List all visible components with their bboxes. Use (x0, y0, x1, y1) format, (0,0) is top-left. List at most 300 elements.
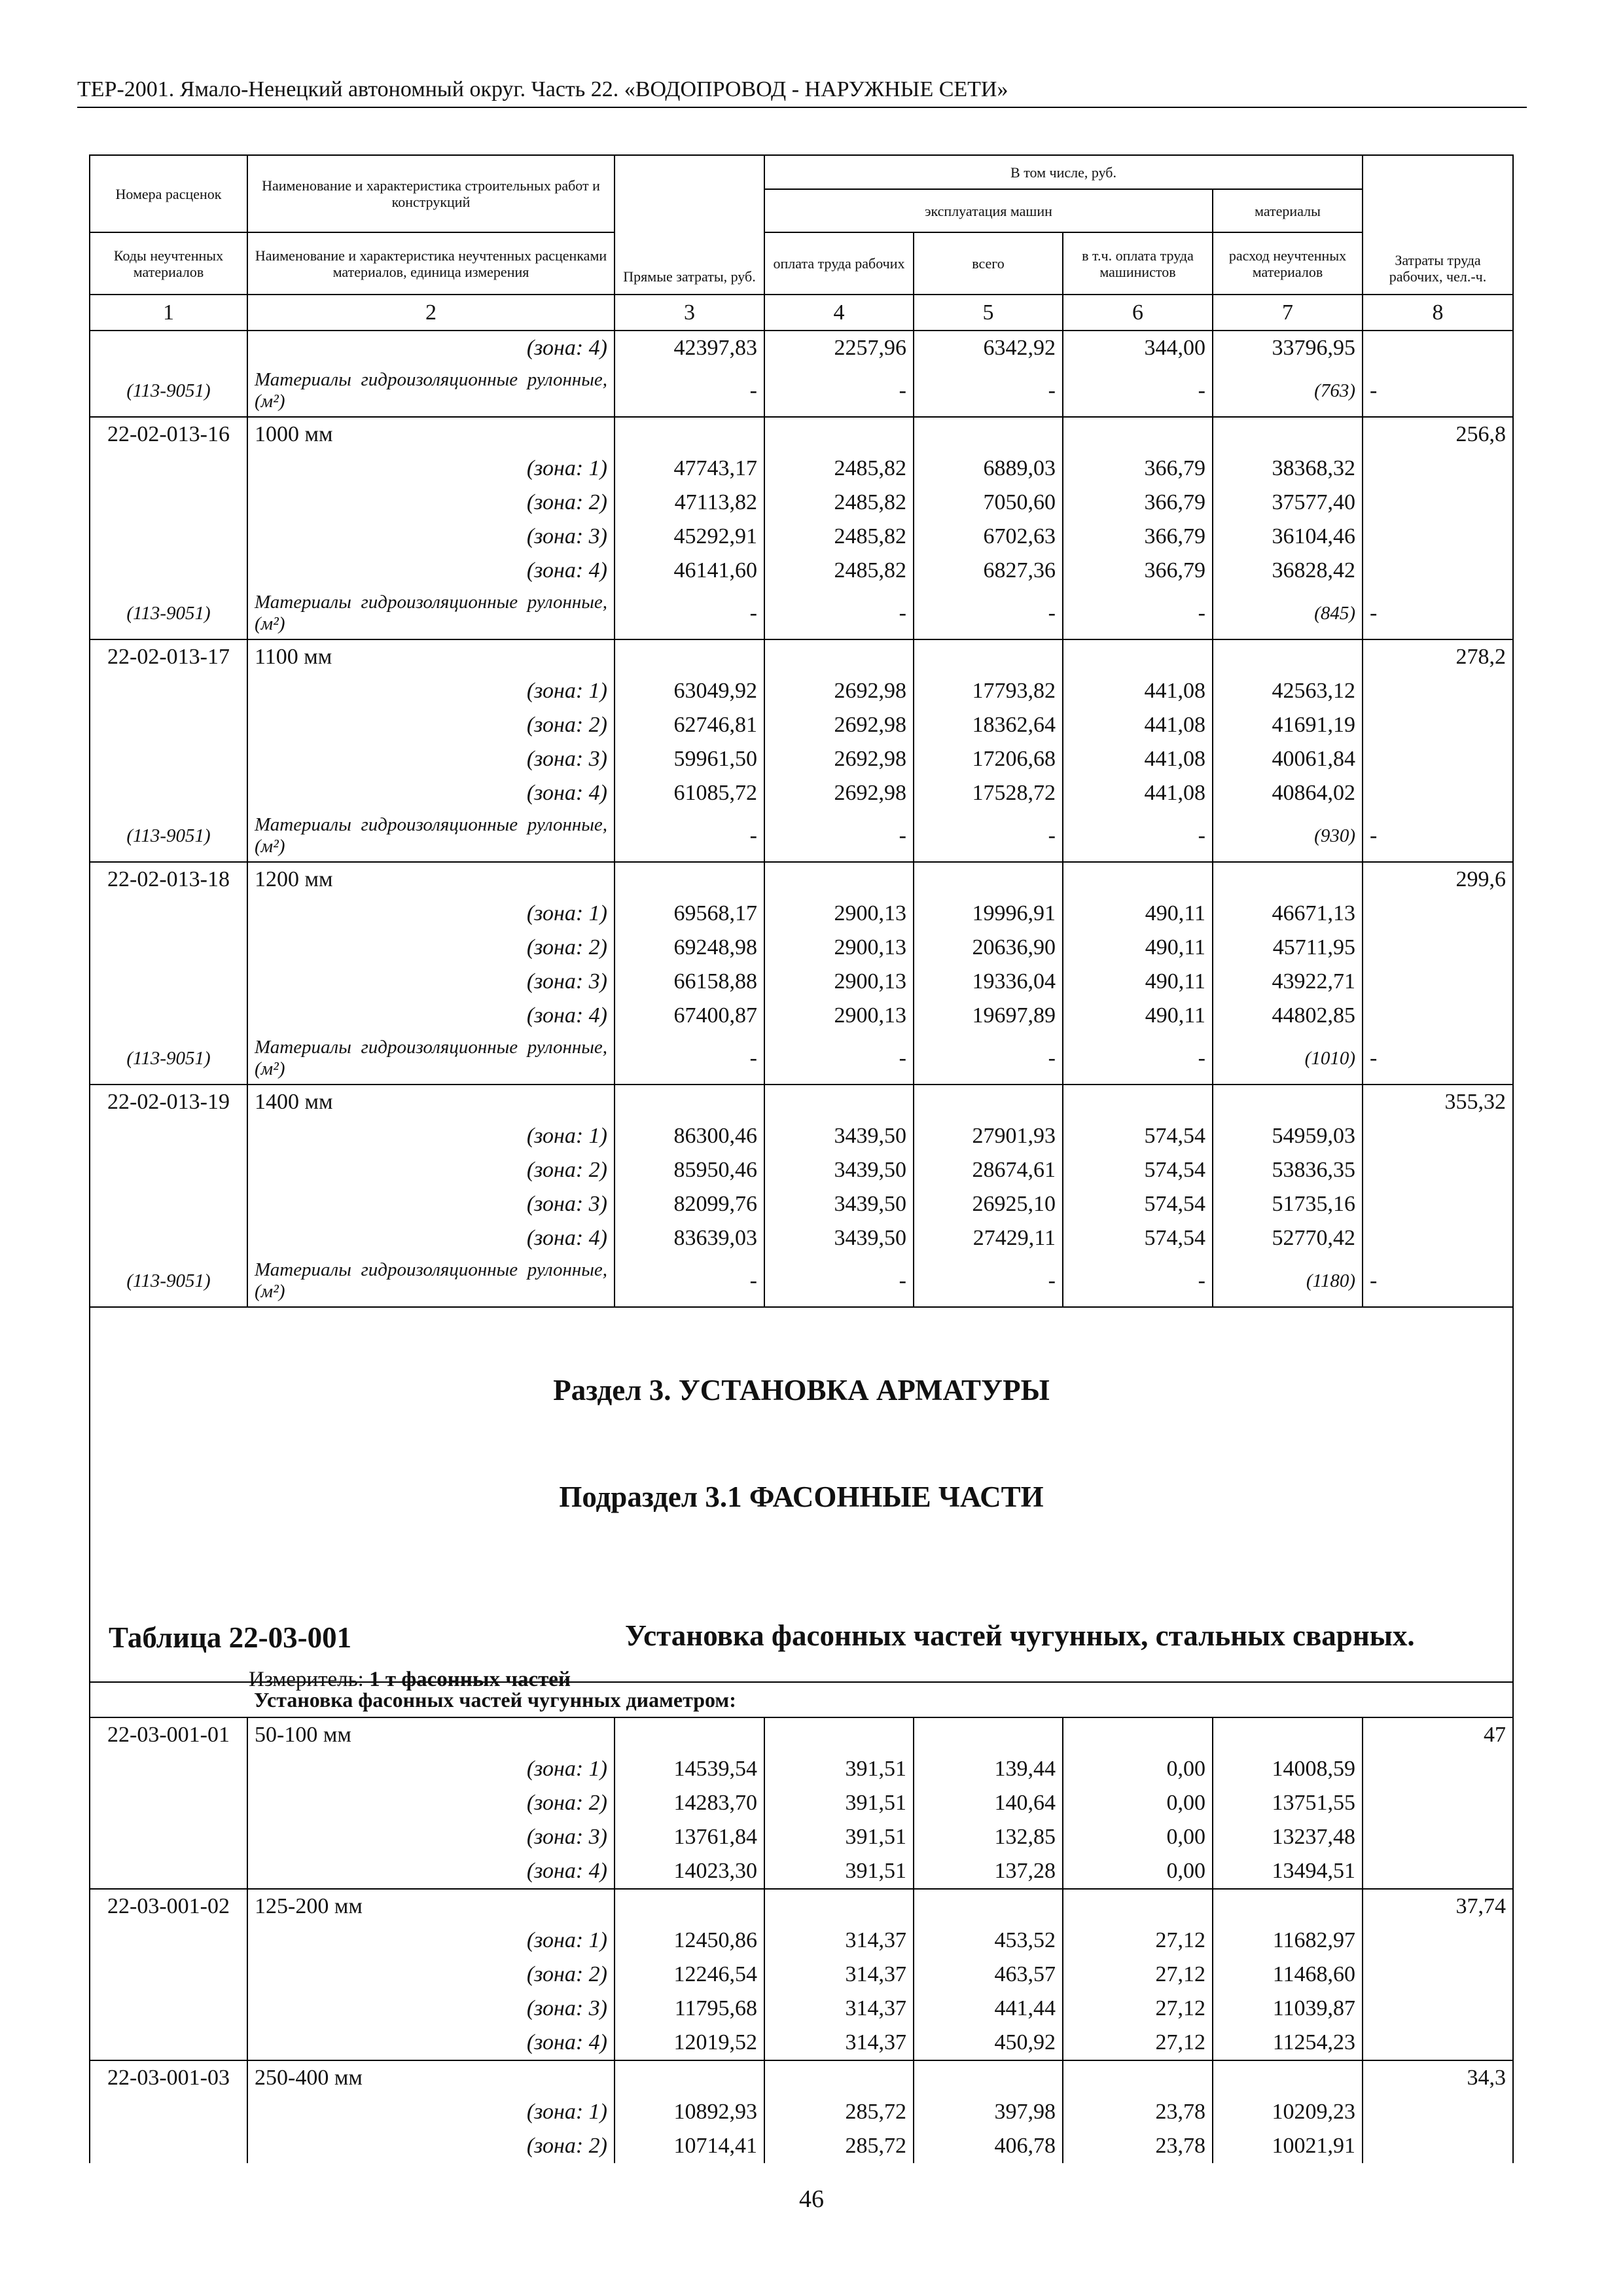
zone-row (90, 554, 1513, 588)
section-block (90, 1307, 1513, 1682)
dash-cell: - (914, 588, 1063, 639)
labor-cell-empty (1363, 1119, 1513, 1153)
material-code: (113-9051) (90, 1255, 247, 1307)
zone-label: (зона: 1) (247, 1752, 615, 1786)
code-cell-empty (90, 1924, 247, 1958)
cost-cell: 391,51 (764, 1752, 914, 1786)
cost-cell: 36828,42 (1213, 554, 1363, 588)
zone-label: (зона: 4) (247, 776, 615, 810)
cost-cell: 2485,82 (764, 554, 914, 588)
dash-cell: - (914, 1033, 1063, 1085)
dash-cell: - (764, 1033, 914, 1085)
cost-cell: 0,00 (1063, 1820, 1213, 1854)
cost-cell: 83639,03 (615, 1221, 764, 1255)
code-cell-empty (90, 1820, 247, 1854)
material-name: Материалы гидроизоляционные рулонные, (м²) (247, 588, 615, 639)
cost-cell: 42563,12 (1213, 674, 1363, 708)
cost-cell-empty (1063, 862, 1213, 897)
cost-cell-empty (764, 862, 914, 897)
cost-cell: 17793,82 (914, 674, 1063, 708)
cost-cell-empty (914, 1889, 1063, 1924)
cost-cell: 490,11 (1063, 965, 1213, 999)
dash-cell: - (1363, 1033, 1513, 1085)
zone-label: (зона: 3) (247, 965, 615, 999)
header-col3: Прямые затраты, руб. (615, 155, 764, 295)
code-cell-empty (90, 708, 247, 742)
column-number: 3 (615, 295, 764, 331)
dash-cell: - (1363, 810, 1513, 862)
cost-cell: 3439,50 (764, 1221, 914, 1255)
column-number: 5 (914, 295, 1063, 331)
dash-cell: - (615, 810, 764, 862)
cost-cell: 2692,98 (764, 742, 914, 776)
cost-cell-empty (1063, 2060, 1213, 2095)
cost-cell: 51735,16 (1213, 1187, 1363, 1221)
rate-code: 22-02-013-19 (90, 1085, 247, 1119)
cost-cell: 0,00 (1063, 1752, 1213, 1786)
zone-row (90, 1992, 1513, 2026)
labor-cell-empty (1363, 1992, 1513, 2026)
cost-cell: 2485,82 (764, 520, 914, 554)
zone-row (90, 1820, 1513, 1854)
column-number: 2 (247, 295, 615, 331)
meter-value: 1 т фасонных частей (369, 1668, 571, 1691)
cost-cell-empty (914, 1717, 1063, 1752)
dash-cell: - (764, 810, 914, 862)
cost-cell: 63049,92 (615, 674, 764, 708)
cost-cell: 47743,17 (615, 452, 764, 486)
material-row (90, 1255, 1513, 1307)
zone-row (90, 965, 1513, 999)
zone-row (90, 674, 1513, 708)
cost-cell: 574,54 (1063, 1153, 1213, 1187)
cost-cell: 27,12 (1063, 1924, 1213, 1958)
zone-label: (зона: 4) (247, 1221, 615, 1255)
dash-cell: - (615, 1255, 764, 1307)
labor-cell-empty (1363, 1820, 1513, 1854)
rate-row (90, 1085, 1513, 1119)
labor-cost: 37,74 (1363, 1889, 1513, 1924)
cost-cell: 14023,30 (615, 1854, 764, 1889)
labor-cell-empty (1363, 674, 1513, 708)
labor-cell-empty (1363, 1187, 1513, 1221)
cost-cell-empty (615, 1085, 764, 1119)
labor-cell-empty (1363, 1752, 1513, 1786)
cost-cell: 13751,55 (1213, 1786, 1363, 1820)
code-cell-empty (90, 897, 247, 931)
material-row (90, 365, 1513, 417)
cost-cell: 11468,60 (1213, 1958, 1363, 1992)
cost-cell: 2900,13 (764, 931, 914, 965)
labor-cell-empty (1363, 931, 1513, 965)
cost-cell: 6342,92 (914, 331, 1063, 365)
cost-cell: 66158,88 (615, 965, 764, 999)
code-cell-empty (90, 1221, 247, 1255)
cost-cell: 6702,63 (914, 520, 1063, 554)
cost-cell: 3439,50 (764, 1153, 914, 1187)
cost-cell: 27901,93 (914, 1119, 1063, 1153)
meter-line (249, 1668, 571, 1692)
dash-cell: - (914, 1255, 1063, 1307)
cost-cell: 7050,60 (914, 486, 1063, 520)
cost-cell: 12019,52 (615, 2026, 764, 2060)
cost-cell: 46671,13 (1213, 897, 1363, 931)
cost-cell: 397,98 (914, 2095, 1063, 2129)
cost-cell: 13494,51 (1213, 1854, 1363, 1889)
zone-row (90, 486, 1513, 520)
dash-cell: - (1063, 810, 1213, 862)
cost-cell: 344,00 (1063, 331, 1213, 365)
cost-cell-empty (1213, 2060, 1363, 2095)
labor-cell-empty (1363, 520, 1513, 554)
cost-cell: 2485,82 (764, 486, 914, 520)
header-col5: всего (914, 232, 1063, 295)
column-number: 1 (90, 295, 247, 331)
rate-code: 22-02-013-18 (90, 862, 247, 897)
zone-row (90, 776, 1513, 810)
cost-cell: 27,12 (1063, 2026, 1213, 2060)
cost-cell: 27,12 (1063, 1958, 1213, 1992)
cost-cell: 69568,17 (615, 897, 764, 931)
rate-title: 1100 мм (247, 639, 615, 674)
cost-cell: 490,11 (1063, 897, 1213, 931)
material-name: Материалы гидроизоляционные рулонные, (м²) (247, 1255, 615, 1307)
labor-cell-empty (1363, 742, 1513, 776)
material-name: Материалы гидроизоляционные рулонные, (м²) (247, 810, 615, 862)
cost-cell: 18362,64 (914, 708, 1063, 742)
cost-cell: 23,78 (1063, 2129, 1213, 2163)
cost-cell: 17206,68 (914, 742, 1063, 776)
cost-cell-empty (1063, 639, 1213, 674)
cost-cell: 14283,70 (615, 1786, 764, 1820)
zone-row (90, 931, 1513, 965)
cost-cell: 285,72 (764, 2095, 914, 2129)
cost-cell: 441,08 (1063, 742, 1213, 776)
header-col1-bottom: Коды неучтенных материалов (90, 232, 247, 295)
zone-row (90, 1854, 1513, 1889)
cost-cell: 19336,04 (914, 965, 1063, 999)
header-col7: расход неучтенных материалов (1213, 232, 1363, 295)
dash-cell: - (1063, 365, 1213, 417)
material-code: (113-9051) (90, 1033, 247, 1085)
cost-cell-empty (914, 417, 1063, 452)
zone-label: (зона: 2) (247, 931, 615, 965)
cost-cell: 82099,76 (615, 1187, 764, 1221)
material-code: (113-9051) (90, 588, 247, 639)
rate-title: 250-400 мм (247, 2060, 615, 2095)
cost-cell-empty (1213, 639, 1363, 674)
cost-cell: 17528,72 (914, 776, 1063, 810)
dash-cell: - (1363, 1255, 1513, 1307)
cost-cell: 42397,83 (615, 331, 764, 365)
cost-cell: 2485,82 (764, 452, 914, 486)
cost-cell: 14008,59 (1213, 1752, 1363, 1786)
dash-cell: - (615, 588, 764, 639)
zone-row (90, 897, 1513, 931)
labor-cell-empty (1363, 708, 1513, 742)
labor-cost: 47 (1363, 1717, 1513, 1752)
cost-cell: 2900,13 (764, 897, 914, 931)
code-cell-empty (90, 1958, 247, 1992)
cost-cell-empty (1213, 1085, 1363, 1119)
cost-cell: 574,54 (1063, 1187, 1213, 1221)
rate-code: 22-02-013-16 (90, 417, 247, 452)
cost-cell: 11682,97 (1213, 1924, 1363, 1958)
cost-cell: 46141,60 (615, 554, 764, 588)
material-code: (113-9051) (90, 810, 247, 862)
cost-cell: 44802,85 (1213, 999, 1363, 1033)
labor-cell-empty (1363, 331, 1513, 365)
cost-cell: 574,54 (1063, 1221, 1213, 1255)
code-cell-empty (90, 486, 247, 520)
cost-cell: 366,79 (1063, 520, 1213, 554)
cost-cell: 10892,93 (615, 2095, 764, 2129)
labor-cell-empty (1363, 554, 1513, 588)
cost-cell-empty (1063, 1889, 1213, 1924)
code-cell-empty (90, 674, 247, 708)
cost-cell: 19697,89 (914, 999, 1063, 1033)
material-qty: (930) (1213, 810, 1363, 862)
zone-label: (зона: 2) (247, 486, 615, 520)
zone-row (90, 1752, 1513, 1786)
zone-label: (зона: 1) (247, 452, 615, 486)
dash-cell: - (615, 1033, 764, 1085)
material-qty: (1180) (1213, 1255, 1363, 1307)
zone-row (90, 1221, 1513, 1255)
cost-cell: 441,44 (914, 1992, 1063, 2026)
labor-cost: 34,3 (1363, 2060, 1513, 2095)
cost-cell-empty (615, 417, 764, 452)
code-cell-empty (90, 520, 247, 554)
rate-code: 22-03-001-03 (90, 2060, 247, 2095)
labor-cell-empty (1363, 999, 1513, 1033)
code-cell-empty (90, 331, 247, 365)
header-col8: Затраты труда рабочих, чел.-ч. (1363, 155, 1513, 295)
cost-cell: 314,37 (764, 2026, 914, 2060)
cost-cell-empty (1063, 417, 1213, 452)
material-row (90, 588, 1513, 639)
zone-label: (зона: 4) (247, 331, 615, 365)
cost-cell: 441,08 (1063, 776, 1213, 810)
material-qty: (1010) (1213, 1033, 1363, 1085)
zone-label: (зона: 2) (247, 1786, 615, 1820)
cost-cell: 85950,46 (615, 1153, 764, 1187)
cost-cell: 12450,86 (615, 1924, 764, 1958)
cost-cell: 0,00 (1063, 1854, 1213, 1889)
page-number: 46 (799, 2185, 824, 2213)
header-incl: В том числе, руб. (764, 155, 1363, 189)
cost-cell: 2900,13 (764, 999, 914, 1033)
cost-cell: 45711,95 (1213, 931, 1363, 965)
cost-cell: 140,64 (914, 1786, 1063, 1820)
cost-cell-empty (1063, 1717, 1213, 1752)
cost-cell-empty (764, 639, 914, 674)
zone-row (90, 2026, 1513, 2060)
cost-cell: 53836,35 (1213, 1153, 1363, 1187)
zone-row (90, 742, 1513, 776)
labor-cell-empty (1363, 897, 1513, 931)
cost-cell: 40061,84 (1213, 742, 1363, 776)
cost-cell-empty (1213, 862, 1363, 897)
cost-cell-empty (615, 862, 764, 897)
cost-cell: 67400,87 (615, 999, 764, 1033)
zone-row (90, 1924, 1513, 1958)
cost-cell: 366,79 (1063, 486, 1213, 520)
code-cell-empty (90, 1119, 247, 1153)
cost-cell: 62746,81 (615, 708, 764, 742)
labor-cell-empty (1363, 2026, 1513, 2060)
section-heading-area (90, 1308, 1512, 1691)
cost-cell: 0,00 (1063, 1786, 1213, 1820)
column-number: 4 (764, 295, 914, 331)
header-col2-bottom: Наименование и характеристика неучтенных расценками материалов, единица измерения (247, 232, 615, 295)
header-machines: эксплуатация машин (764, 189, 1213, 232)
labor-cell-empty (1363, 1786, 1513, 1820)
labor-cell-empty (1363, 452, 1513, 486)
cost-cell-empty (615, 1717, 764, 1752)
cost-cell: 441,08 (1063, 708, 1213, 742)
cost-cell: 6827,36 (914, 554, 1063, 588)
cost-cell: 3439,50 (764, 1119, 914, 1153)
cost-cell: 27429,11 (914, 1221, 1063, 1255)
zone-row (90, 708, 1513, 742)
column-number: 8 (1363, 295, 1513, 331)
dash-cell: - (764, 1255, 914, 1307)
labor-cell-empty (1363, 2095, 1513, 2129)
material-name: Материалы гидроизоляционные рулонные, (м²) (247, 1033, 615, 1085)
cost-cell-empty (914, 1085, 1063, 1119)
cost-cell: 13237,48 (1213, 1820, 1363, 1854)
labor-cell-empty (1363, 965, 1513, 999)
code-cell-empty (90, 2129, 247, 2163)
rate-row (90, 1717, 1513, 1752)
cost-cell: 23,78 (1063, 2095, 1213, 2129)
cost-cell: 59961,50 (615, 742, 764, 776)
rate-title: 1200 мм (247, 862, 615, 897)
cost-cell: 86300,46 (615, 1119, 764, 1153)
cost-cell-empty (914, 2060, 1063, 2095)
labor-cost: 278,2 (1363, 639, 1513, 674)
zone-label: (зона: 3) (247, 1992, 615, 2026)
header-col1-top: Номера расценок (90, 155, 247, 232)
cost-cell: 2692,98 (764, 674, 914, 708)
dash-cell: - (615, 365, 764, 417)
cost-cell: 20636,90 (914, 931, 1063, 965)
cost-cell: 11795,68 (615, 1992, 764, 2026)
zone-row (90, 331, 1513, 365)
cost-cell: 40864,02 (1213, 776, 1363, 810)
cost-cell: 366,79 (1063, 452, 1213, 486)
code-cell-empty (90, 1786, 247, 1820)
code-cell-empty (90, 965, 247, 999)
cost-cell: 28674,61 (914, 1153, 1063, 1187)
zone-label: (зона: 3) (247, 1187, 615, 1221)
rate-title: 1000 мм (247, 417, 615, 452)
cost-cell-empty (1063, 1085, 1213, 1119)
code-cell-empty (90, 742, 247, 776)
zone-row (90, 1153, 1513, 1187)
labor-cell-empty (1363, 1221, 1513, 1255)
cost-cell: 13761,84 (615, 1820, 764, 1854)
cost-cell: 391,51 (764, 1820, 914, 1854)
code-cell-empty (90, 1153, 247, 1187)
cost-cell-empty (615, 2060, 764, 2095)
rate-code: 22-03-001-01 (90, 1717, 247, 1752)
code-cell-empty (90, 554, 247, 588)
cost-cell: 41691,19 (1213, 708, 1363, 742)
rate-row (90, 862, 1513, 897)
cost-cell: 10209,23 (1213, 2095, 1363, 2129)
code-cell-empty (90, 452, 247, 486)
dash-cell: - (1063, 588, 1213, 639)
cost-cell: 45292,91 (615, 520, 764, 554)
cost-cell: 490,11 (1063, 931, 1213, 965)
table-title: Установка фасонных частей чугунных, стальных сварных. (625, 1619, 1415, 1652)
cost-cell-empty (615, 639, 764, 674)
cost-cell: 137,28 (914, 1854, 1063, 1889)
section-cell (90, 1307, 1513, 1691)
cost-cell: 2692,98 (764, 708, 914, 742)
zone-row (90, 1187, 1513, 1221)
cost-cell: 2900,13 (764, 965, 914, 999)
zone-label: (зона: 4) (247, 2026, 615, 2060)
group-spacer (90, 1682, 247, 1717)
cost-cell: 406,78 (914, 2129, 1063, 2163)
labor-cell-empty (1363, 776, 1513, 810)
cost-cell-empty (764, 1085, 914, 1119)
zone-label: (зона: 1) (247, 674, 615, 708)
cost-cell: 69248,98 (615, 931, 764, 965)
zone-row (90, 999, 1513, 1033)
zone-label: (зона: 4) (247, 999, 615, 1033)
header-col6: в т.ч. оплата труда машинистов (1063, 232, 1213, 295)
dash-cell: - (764, 365, 914, 417)
cost-cell: 391,51 (764, 1854, 914, 1889)
labor-cell-empty (1363, 2129, 1513, 2163)
rate-title: 1400 мм (247, 1085, 615, 1119)
cost-cell: 2257,96 (764, 331, 914, 365)
code-cell-empty (90, 1992, 247, 2026)
zone-row (90, 1119, 1513, 1153)
cost-cell-empty (764, 417, 914, 452)
cost-cell: 12246,54 (615, 1958, 764, 1992)
running-head: ТЕР-2001. Ямало-Ненецкий автономный округ. Часть 22. «ВОДОПРОВОД - НАРУЖНЫЕ СЕТИ» (77, 77, 1008, 101)
cost-cell-empty (914, 862, 1063, 897)
cost-cell: 2692,98 (764, 776, 914, 810)
cost-cell: 10714,41 (615, 2129, 764, 2163)
labor-cost: 256,8 (1363, 417, 1513, 452)
cost-cell: 47113,82 (615, 486, 764, 520)
cost-cell: 37577,40 (1213, 486, 1363, 520)
column-number: 6 (1063, 295, 1213, 331)
material-qty: (763) (1213, 365, 1363, 417)
cost-cell: 391,51 (764, 1786, 914, 1820)
cost-cell: 54959,03 (1213, 1119, 1363, 1153)
price-table (89, 154, 1514, 2163)
header-rule (77, 107, 1527, 108)
cost-cell: 27,12 (1063, 1992, 1213, 2026)
cost-cell-empty (615, 1889, 764, 1924)
zone-label: (зона: 1) (247, 1119, 615, 1153)
rate-row (90, 1889, 1513, 1924)
cost-cell-empty (1213, 417, 1363, 452)
zone-label: (зона: 1) (247, 1924, 615, 1958)
zone-row (90, 520, 1513, 554)
rate-code: 22-03-001-02 (90, 1889, 247, 1924)
cost-cell: 314,37 (764, 1992, 914, 2026)
cost-cell-empty (764, 1889, 914, 1924)
cost-cell-empty (1213, 1717, 1363, 1752)
